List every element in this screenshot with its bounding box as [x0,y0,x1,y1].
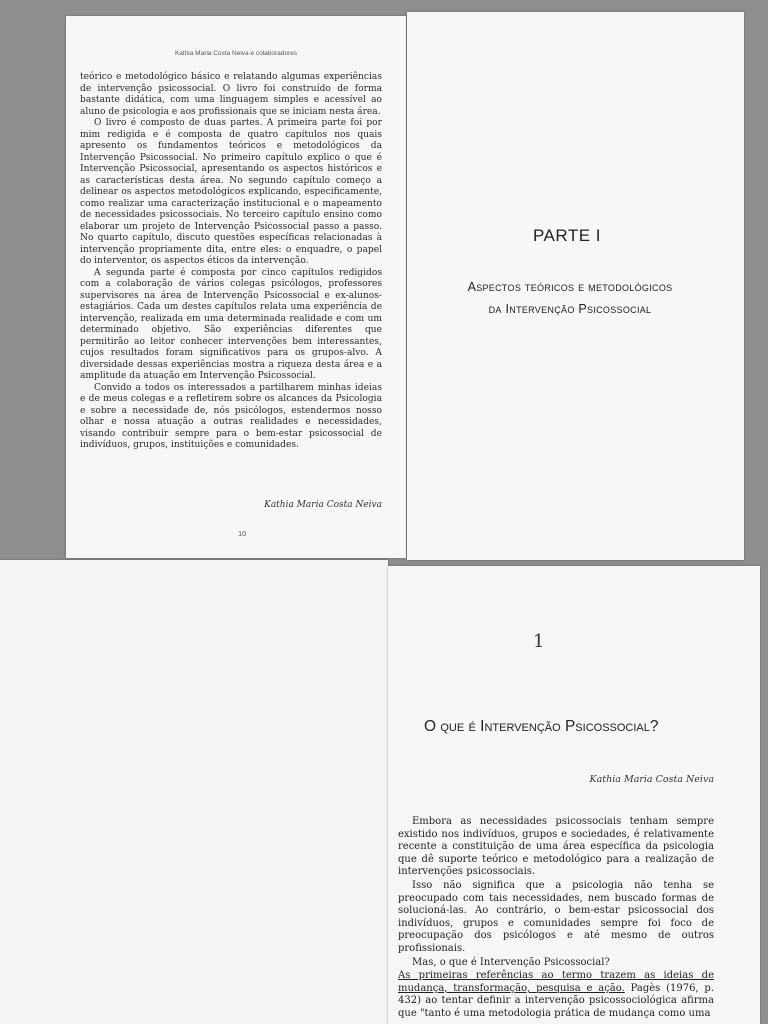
paragraph: Convido a todos os interessados a partilharem minhas ideias e de meus colegas e a refletirem sobre os alcances da Psicologia e sobre a necessidade de, nós psicólogos, estendermos nosso olhar e nossa atuação a outras realidades e necessidades, visando contribuir sempre para o bem-estar psicossocial de indivíduos, grupos, instituições e comunidades. [80,382,382,450]
chapter-title: O que é Intervenção Psicossocial? [424,718,659,735]
paragraph: O livro é composto de duas partes. A primeira parte foi por mim redigida e é composta de quatro capítulos nos quais apresento os fundamentos teóricos e metodológicos da Intervenção Psicossocial. No primeiro capítulo explico o que é Intervenção Psicossocial, apresentando os aspectos históricos e as características desta área. No segundo capítulo começo a delinear os aspectos metodológicos explicando, especificamente, como realizar uma caracterização institucional e o mapeamento de necessidades psicossociais. No terceiro capítulo ensino como elaborar um projeto de Intervenção Psicossocial passo a passo. No quarto capítulo, discuto questões específicas relacionadas à intervenção propriamente dita, entre eles: o enquadre, o papel do interventor, os aspectos éticos da intervenção. [80,118,382,266]
paragraph: Mas, o que é Intervenção Psicossocial? [412,956,610,968]
preface-text [80,72,382,452]
chapter-page [388,566,760,1024]
running-header: Kathia Maria Costa Neiva e colaboradores [174,50,298,57]
book-page-left [66,16,406,558]
paragraph-text: Pagès (1976, p. 432) ao tentar definir a intervenção psicossociológica afirma que "tanto é uma metodologia prática de mudança como uma [398,982,714,1019]
part-subtitle [415,276,725,320]
paragraph [398,970,714,1020]
blank-page [0,560,388,1024]
author-signature: Kathia Maria Costa Neiva [264,500,382,510]
paragraph: Embora as necessidades psicossociais tenham sempre existido nos indivíduos, grupos e sociedades, é relativamente recente a constituição de uma área específica da psicologia que dê suporte teórico e metodológico para a realização de intervenções psicossociais. [398,816,714,878]
part-subtitle-line: da Intervenção Psicossocial [488,302,652,316]
part-subtitle-line: Aspectos teóricos e metodológicos [467,280,673,294]
paragraph: Isso não significa que a psicologia não tenha se preocupado com tais necessidades, nem buscado formas de solucioná-las. Ao contrário, o bem-estar psicossocial dos indivíduos, grupos e comunidades sempre foi foco de preocupação dos psicólogos e até mesmo de outros profissionais. [398,879,714,954]
chapter-author: Kathia Maria Costa Neiva [589,774,714,785]
book-page-right [407,12,744,560]
part-heading: PARTE I [532,226,602,245]
chapter-text [398,816,714,1022]
page-number: 10 [238,529,247,538]
paragraph: A segunda parte é composta por cinco capítulos redigidos com a colaboração de vários colegas psicólogos, professores supervisores na área de Intervenção Psicossocial e ex-alunos-estagiários. Cada um destes capítulos relata uma experiência de intervenção, realizada em uma determinada realidade e com um determinado objetivo. São experiências diferentes que permitirão ao leitor conhecer intervenções bem interessantes, cujos resultados foram significativos para os grupos-alvo. A diversidade dessas experiências mostra a riqueza desta área e a amplitude da atuação em Intervenção Psicossocial. [80,267,382,381]
paragraph: teórico e metodológico básico e relatando algumas experiências de intervenção psicossocial. O livro foi construído de forma bastante didática, com uma linguagem simples e acessível ao aluno de psicologia e aos profissionais que se iniciam nesta área. [80,72,382,117]
chapter-number: 1 [533,631,545,652]
underlined-text: As primeiras referências ao termo trazem as ideias de mudança, transformação, pesquisa e ação. [398,970,714,994]
